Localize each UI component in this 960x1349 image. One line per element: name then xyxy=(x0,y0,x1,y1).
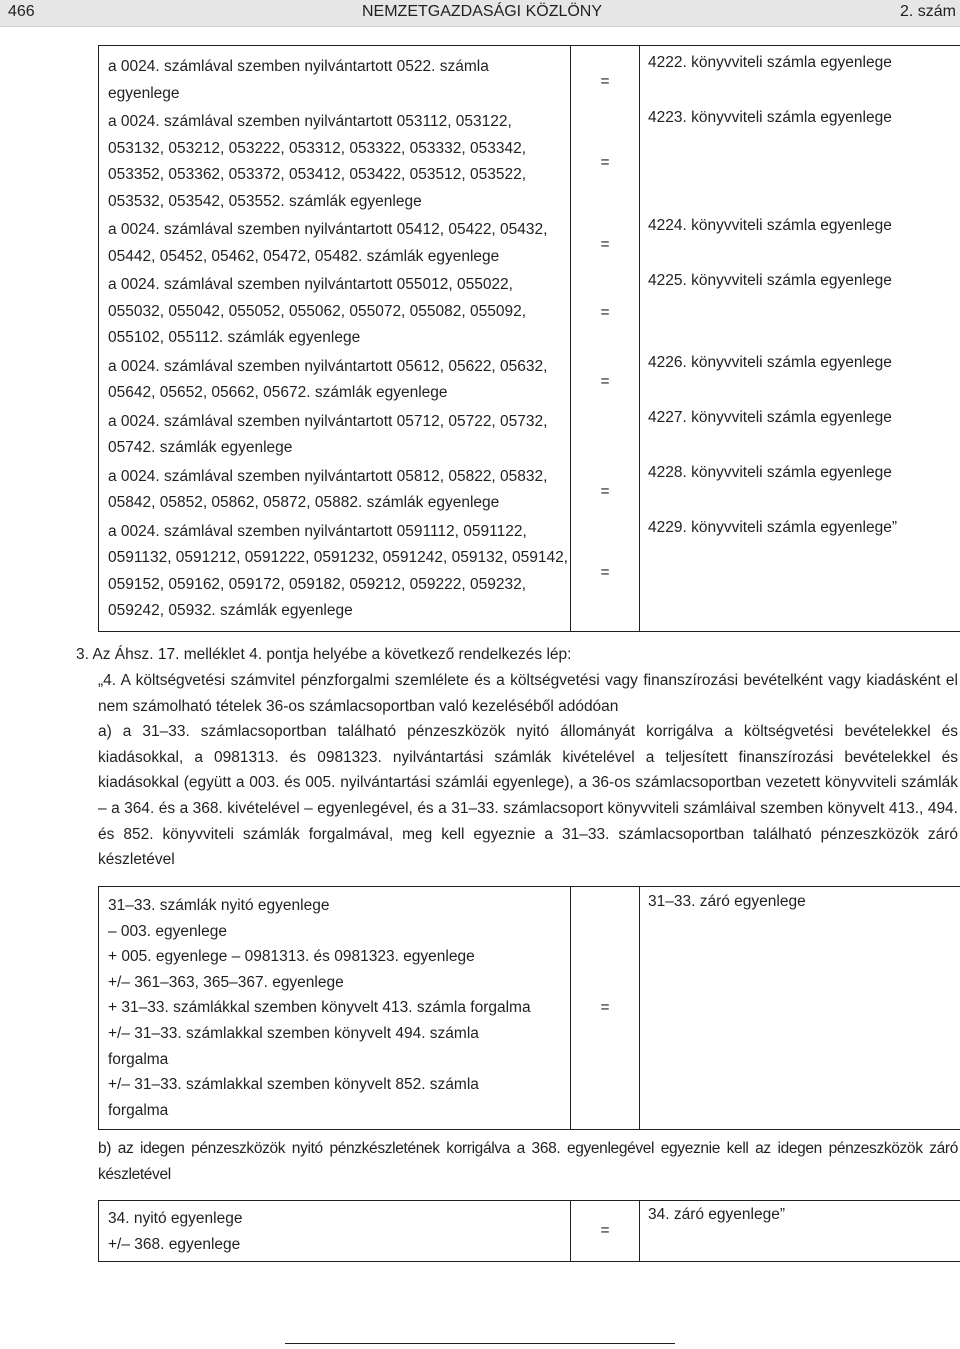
row-left-text: a 0024. számlával szemben nyilvántartott 055012, 055022, 055032, 055042, 055052, 055062, 055072, 055082, 055092, 055102, 055112. számlák egyenlege xyxy=(108,276,527,346)
paragraph-b: b) az idegen pénzeszközök nyitó pénzkészletének korrigálva a 368. egyenlegével egyeznie kell az idegen pénzeszközök záró készletével xyxy=(98,1140,958,1183)
formula-line: +/– 31–33. számlakkal szemben könyvelt 494. számla xyxy=(108,1024,479,1042)
formula-line: + 31–33. számlákkal szemben könyvelt 413. számla forgalma xyxy=(108,999,531,1017)
equals-sign xyxy=(571,409,639,464)
page-header xyxy=(0,0,960,27)
issue-number: 2. szám xyxy=(899,3,956,20)
equals-sign: = xyxy=(600,72,610,90)
table-row xyxy=(99,1201,960,1262)
footer-rule xyxy=(285,1343,675,1344)
closing-balance-label: 34. záró egyenlege” xyxy=(640,1201,960,1262)
closing-balance-label: 31–33. záró egyenlege xyxy=(640,887,960,1130)
row-left-text: a 0024. számlával szemben nyilvántartott 053112, 053122, 053132, 053212, 053222, 053312, 053322, 053332, 053342, 053352, 053362, 053372, 053412, 053422, 053512, 053522, 053532, 053542, 053552. számlák egyenlege xyxy=(108,113,527,210)
table-row xyxy=(99,887,960,1130)
formula-line: 34. nyitó egyenlege xyxy=(108,1210,243,1227)
formula-line: +/– 368. egyenlege xyxy=(108,1235,241,1253)
row-left-text: a 0024. számlával szemben nyilvántartott 05612, 05622, 05632, 05642, 05652, 05662, 05672. számlák egyenlege xyxy=(108,357,548,401)
foreign-funds-table xyxy=(98,1200,960,1262)
formula-line: 31–33. számlák nyitó egyenlege xyxy=(108,897,330,914)
section-body xyxy=(98,668,958,873)
equals-sign: = xyxy=(571,887,640,1130)
formula-line: + 005. egyenlege – 0981313. és 0981323. egyenlege xyxy=(108,948,475,966)
row-right-text: 4229. könyvviteli számla egyenlege” xyxy=(648,519,897,536)
account-mapping-table xyxy=(98,45,960,632)
equals-sign: = xyxy=(600,564,610,581)
equals-sign: = xyxy=(600,372,610,390)
paragraph-intro: „4. A költségvetési számvitel pénzforgalmi szemlélete és a költségvetési vagy finanszírozási bevételként vagy kiadásként el nem számolható tételek 36-os számlacsoportban való kezeléséből adódóan xyxy=(98,672,958,715)
formula-line: forgalma xyxy=(108,1050,169,1068)
row-right-text: 4227. könyvviteli számla egyenlege xyxy=(648,409,892,426)
page-number: 466 xyxy=(8,3,35,20)
row-left-text: a 0024. számlával szemben nyilvántartott 0591112, 0591122, 0591132, 0591212, 0591222, 0591232, 0591242, 059132, 059142, 059152, 059162, 059172, 059182, 059212, 059222, 059232, 059242, 05932. számlák egyenlege xyxy=(108,522,568,619)
row-left-text: a 0024. számlával szemben nyilvántartott 0522. számla egyenlege xyxy=(108,58,489,102)
equals-sign: = xyxy=(600,304,610,321)
equals-sign: = xyxy=(600,482,610,500)
row-left-text: a 0024. számlával szemben nyilvántartott 05412, 05422, 05432, 05442, 05452, 05462, 05472, 05482. számlák egyenlege xyxy=(108,221,548,265)
cash-balance-table xyxy=(98,886,960,1130)
formula-line: forgalma xyxy=(108,1101,169,1119)
row-left-text: a 0024. számlával szemben nyilvántartott 05712, 05722, 05732, 05742. számlák egyenlege xyxy=(108,412,548,456)
equals-sign: = xyxy=(600,154,610,171)
table-row xyxy=(99,46,960,632)
row-right-text: 4225. könyvviteli számla egyenlege xyxy=(648,272,892,289)
row-left-text: a 0024. számlával szemben nyilvántartott 05812, 05822, 05832, 05842, 05852, 05862, 05872, 05882. számlák egyenlege xyxy=(108,467,548,511)
row-right-text: 4228. könyvviteli számla egyenlege xyxy=(648,464,892,481)
equals-sign: = xyxy=(571,1201,640,1262)
formula-line: +/– 361–363, 365–367. egyenlege xyxy=(108,973,344,991)
section-heading: 3. Az Áhsz. 17. melléklet 4. pontja helyébe a következő rendelkezés lép: xyxy=(76,646,572,663)
row-right-text: 4226. könyvviteli számla egyenlege xyxy=(648,354,892,371)
paragraph-a: a) a 31–33. számlacsoportban található pénzeszközök nyitó állományát korrigálva a költségvetési bevételekkel és kiadásokkal, a 0981313. és 0981323. nyilvántartási számlák kivételével a teljesített finanszírozási bevételekkel és kiadásokkal (együtt a 003. és 005. nyilvántartási számlái egyenlege), a 36-os számlacsoportban vezetett könyvviteli számlák – a 364. és a 368. kivételével – egyenlegével, és a 31–33. számlacsoport könyvviteli számláival szemben könyvelt 413., 494. és 852. könyvviteli számlák forgalmával, meg kell egyeznie a 31–33. számlacsoportban található pénzeszközök záró készletével xyxy=(98,723,958,869)
row-right-text: 4224. könyvviteli számla egyenlege xyxy=(648,217,892,234)
row-right-text: 4222. könyvviteli számla egyenlege xyxy=(648,54,892,71)
formula-line: +/– 31–33. számlakkal szemben könyvelt 852. számla xyxy=(108,1076,479,1094)
equals-sign: = xyxy=(600,235,610,253)
formula-line: – 003. egyenlege xyxy=(108,922,227,940)
row-right-text: 4223. könyvviteli számla egyenlege xyxy=(648,109,892,126)
publication-title: NEMZETGAZDASÁGI KÖZLÖNY xyxy=(362,3,603,20)
